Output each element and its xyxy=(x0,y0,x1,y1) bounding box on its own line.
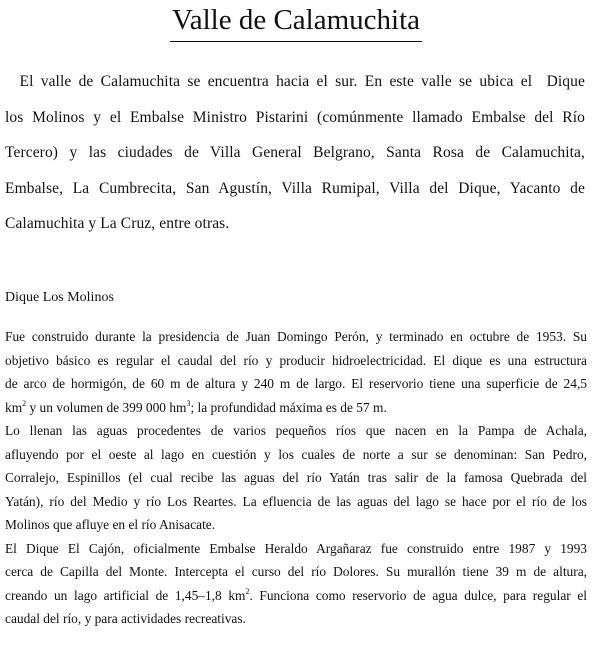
body-line: afluyendo por el oeste al lago en cuestión y los cuales de norte a sur se denominan: San Pedro, xyxy=(5,446,587,462)
page-title xyxy=(0,2,592,42)
superscript: 2 xyxy=(245,586,250,596)
text-run: creando un lago artificial de 1,45–1,8 km xyxy=(5,587,246,603)
intro-line: El valle de Calamuchita se encuentra hacia el sur. En este valle se ubica el Dique xyxy=(5,73,585,90)
intro-line: Tercero) y las ciudades de Villa General Belgrano, Santa Rosa de Calamuchita, xyxy=(5,144,585,161)
intro-paragraph xyxy=(5,64,585,242)
body-line: objetivo básico es regular el caudal del río y producir hidroelectricidad. El dique es una estructura xyxy=(5,352,587,368)
text-run: . Funciona como reservorio de agua dulce, para regular el xyxy=(249,587,587,603)
body-line: Corralejo, Espinillos (el cual recibe las aguas del río Yatán tras salir de la famosa Quebrada del xyxy=(5,470,587,485)
intro-line: Embalse, La Cumbrecita, San Agustín, Villa Rumipal, Villa del Dique, Yacanto de xyxy=(5,179,585,197)
body-line-lake-area xyxy=(5,584,587,608)
superscript: 2 xyxy=(22,398,27,408)
body-line: de arco de hormigón, de 60 m de altura y 240 m de largo. El reservorio tiene una superficie de 24,5 xyxy=(5,376,587,391)
text-run: km xyxy=(5,399,23,415)
body-line: caudal del río, y para actividades recreativas. xyxy=(5,611,246,626)
body-line: Lo llenan las aguas procedentes de varios pequeños ríos que nacen en la Pampa de Achala, xyxy=(5,423,587,438)
text-run: ; la profundidad máxima es de 57 m. xyxy=(190,399,387,415)
body-line: Yatán), río del Medio y río Los Reartes. La efluencia de las aguas del lago se hace por el río de los xyxy=(5,493,587,509)
body-line: Molinos que afluye en el río Anisacate. xyxy=(5,517,216,532)
page-title-text: Valle de Calamuchita xyxy=(170,2,422,42)
text-run: y un volumen de 399 000 hm xyxy=(26,399,187,415)
body-line: cerca de Capilla del Monte. Intercepta el curso del río Dolores. Su murallón tiene 39 m de altura, xyxy=(5,564,587,579)
section-body xyxy=(5,325,587,631)
body-line: Fue construido durante la presidencia de Juan Domingo Perón, y terminado en octubre de 1953. Su xyxy=(5,329,587,344)
superscript: 3 xyxy=(186,398,191,408)
body-line: El Dique El Cajón, oficialmente Embalse Heraldo Argañaraz fue construido entre 1987 y 1993 xyxy=(5,540,587,556)
body-line-area-volume xyxy=(5,396,587,420)
section-heading: Dique Los Molinos xyxy=(5,290,114,305)
intro-line: los Molinos y el Embalse Ministro Pistarini (comúnmente llamado Embalse del Río xyxy=(5,108,585,126)
intro-line: Calamuchita y La Cruz, entre otras. xyxy=(5,215,230,232)
